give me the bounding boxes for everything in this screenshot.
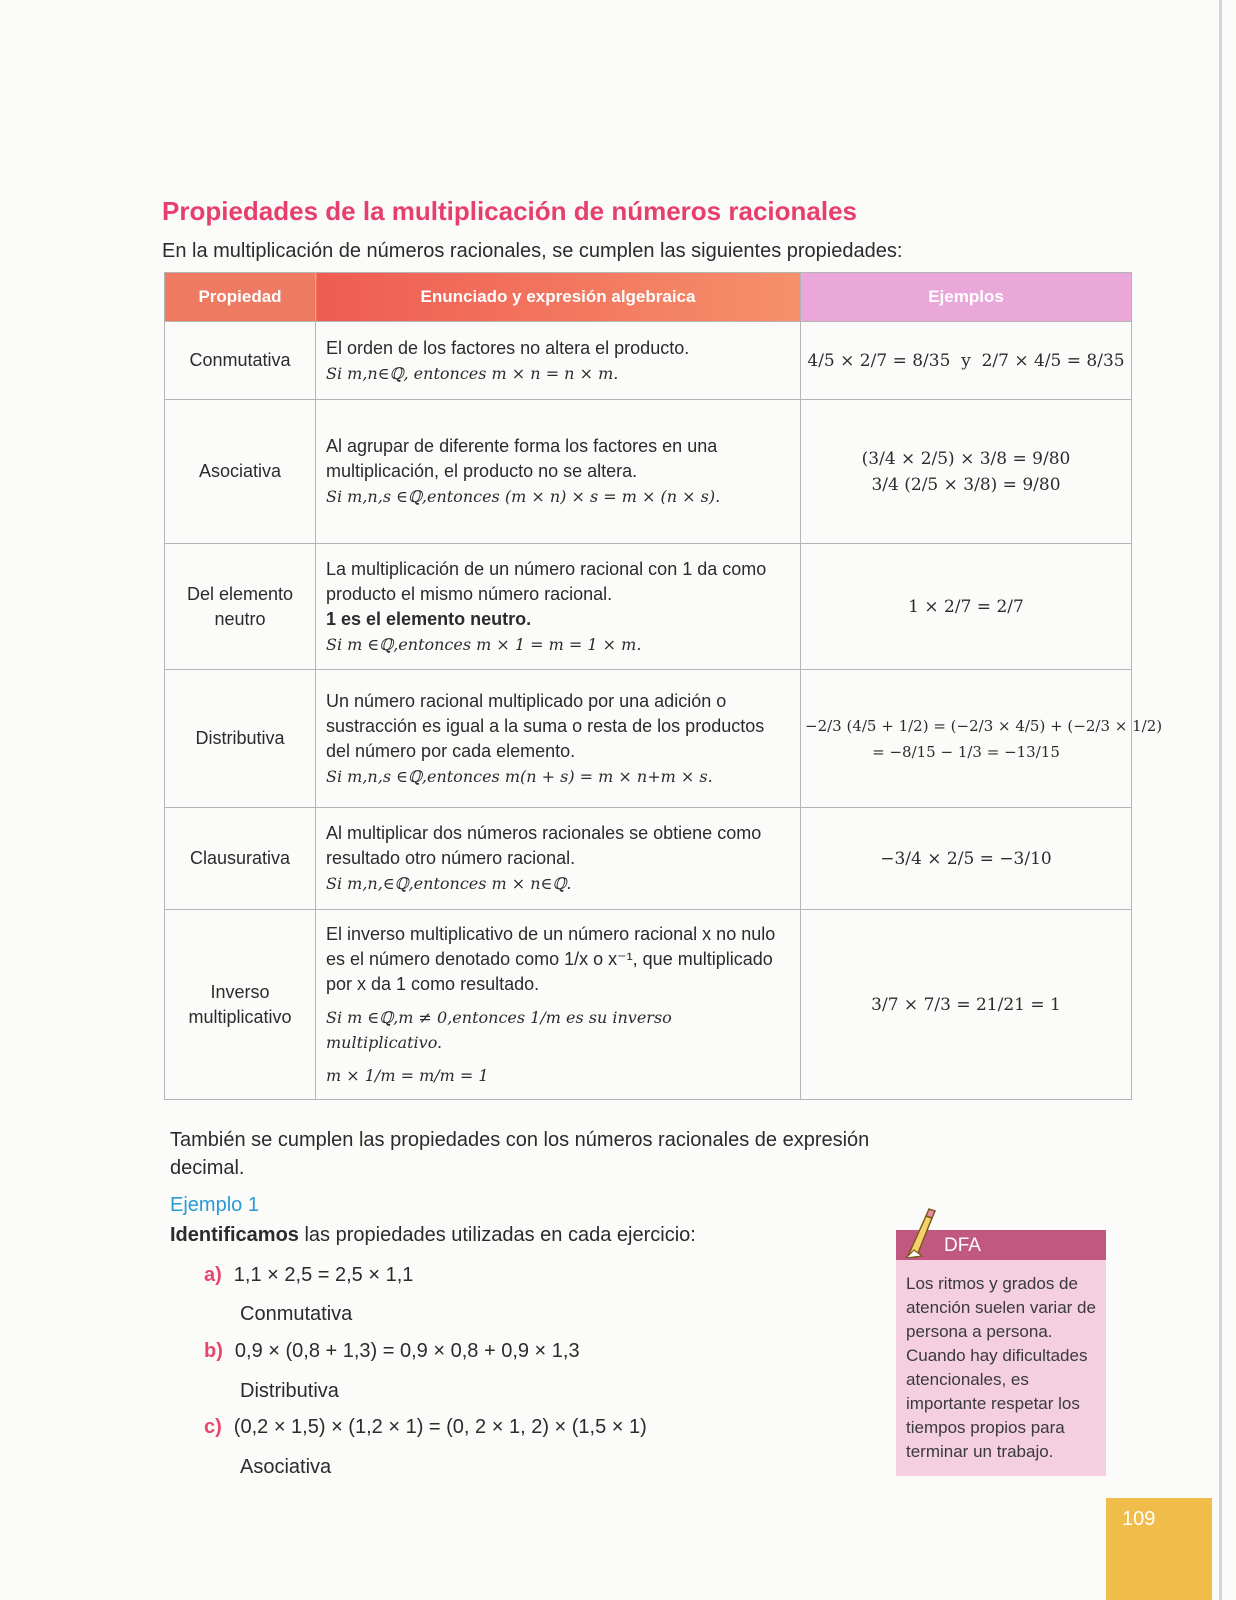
header-property: Propiedad <box>165 273 316 322</box>
property-statement <box>316 808 801 910</box>
property-example <box>801 544 1132 670</box>
statement-formula: Si m ∈ℚ,entonces m × 1 = m = 1 × m. <box>326 634 642 654</box>
example-expression: 3/7 × 7/3 = 21/21 = 1 <box>871 994 1061 1015</box>
statement-formula: Si m,n∈ℚ, entonces m × n = n × m. <box>326 363 619 383</box>
exercise-letter: a) <box>204 1264 222 1286</box>
property-name: Distributiva <box>165 670 316 808</box>
statement-text: La multiplicación de un número racional con 1 da como producto el mismo número racional. <box>326 558 767 604</box>
statement-bold: 1 es el elemento neutro. <box>326 608 532 629</box>
property-name: Del elemento neutro <box>165 544 316 670</box>
statement-formula: Si m ∈ℚ,m ≠ 0,entonces 1/m es su inverso multiplicativo. <box>326 1007 672 1052</box>
example-expression: (3/4 × 2/5) × 3/8 = 9/80 3/4 (2/5 × 3/8) = 9/80 <box>861 448 1071 495</box>
exercise-expression: 0,9 × (0,8 + 1,3) = 0,9 × 0,8 + 0,9 × 1,3 <box>234 1340 580 1362</box>
example-expression: −2/3 (4/5 + 1/2) = (−2/3 × 4/5) + (−2/3 × 1/2) = −8/15 − 1/3 = −13/15 <box>805 716 1163 761</box>
header-statement: Enunciado y expresión algebraica <box>316 273 801 322</box>
example-instruction <box>170 1224 696 1247</box>
exercise-answer: Asociativa <box>240 1456 332 1478</box>
table-row <box>165 322 1132 400</box>
property-example <box>801 808 1132 910</box>
example-title: Ejemplo 1 <box>170 1194 259 1216</box>
property-statement <box>316 322 801 400</box>
table-row <box>165 544 1132 670</box>
property-statement <box>316 544 801 670</box>
statement-formula: Si m,n,s ∈ℚ,entonces m(n + s) = m × n+m × s. <box>326 766 713 786</box>
exercise-expression: 1,1 × 2,5 = 2,5 × 1,1 <box>233 1264 414 1286</box>
instruction-bold: Identificamos <box>170 1224 299 1246</box>
statement-text: Al multiplicar dos números racionales se obtiene como resultado otro número racional. <box>326 823 762 868</box>
table-row <box>165 910 1132 1100</box>
exercise-expression: (0,2 × 1,5) × (1,2 × 1) = (0, 2 × 1, 2) × (1,5 × 1) <box>233 1416 647 1438</box>
exercise-answer: Conmutativa <box>240 1303 353 1325</box>
exercise-item <box>204 1264 413 1287</box>
dfa-text: Los ritmos y grados de atención suelen variar de persona a persona. Cuando hay dificultades atencionales, es importante respetar los tiempos propios para terminar un trabajo. <box>906 1274 1096 1461</box>
statement-text: El inverso multiplicativo de un número racional x no nulo es el número denotado como 1/x o x⁻¹, que multiplicado por x da 1 como resultado. <box>326 923 776 994</box>
property-example <box>801 910 1132 1100</box>
exercise-item <box>204 1416 647 1439</box>
exercise-item <box>204 1340 580 1363</box>
header-examples: Ejemplos <box>801 273 1132 322</box>
example-expression: 1 × 2/7 = 2/7 <box>908 596 1024 617</box>
property-name: Inverso multiplicativo <box>165 910 316 1100</box>
dfa-sidebar <box>896 1230 1106 1476</box>
page-title: Propiedades de la multiplicación de números racionales <box>162 196 857 226</box>
dfa-header <box>896 1230 1106 1260</box>
dfa-label: DFA <box>944 1235 981 1256</box>
property-name: Conmutativa <box>165 322 316 400</box>
property-example <box>801 670 1163 808</box>
property-example <box>801 322 1132 400</box>
exercise-answer: Distributiva <box>240 1380 339 1402</box>
page-edge <box>1219 0 1222 1600</box>
intro-text: En la multiplicación de números racionales, se cumplen las siguientes propiedades: <box>162 240 903 262</box>
property-statement <box>316 400 801 544</box>
property-name: Asociativa <box>165 400 316 544</box>
properties-table <box>164 272 1163 1100</box>
property-statement <box>316 670 801 808</box>
instruction-rest: las propiedades utilizadas en cada ejercicio: <box>298 1224 696 1246</box>
exercise-letter: c) <box>204 1416 222 1438</box>
table-row <box>165 670 1132 808</box>
statement-formula-2: m × 1/m = m/m = 1 <box>326 1065 489 1085</box>
pencil-icon <box>902 1206 936 1258</box>
statement-text: Un número racional multiplicado por una adición o sustracción es igual a la suma o resta de los productos del número por cada elemento. <box>326 690 765 761</box>
table-header-row <box>165 273 1132 322</box>
property-example <box>801 400 1132 544</box>
statement-formula: Si m,n,s ∈ℚ,entonces (m × n) × s = m × (n × s). <box>326 487 721 506</box>
example-expression: 4/5 × 2/7 = 8/35 y 2/7 × 4/5 = 8/35 <box>807 350 1125 371</box>
statement-formula: Si m,n,∈ℚ,entonces m × n∈ℚ. <box>326 874 572 893</box>
statement-text: Al agrupar de diferente forma los factores en una multiplicación, el producto no se altera. <box>326 436 718 481</box>
decimal-note: También se cumplen las propiedades con los números racionales de expresión decimal. <box>170 1129 870 1179</box>
statement-text: El orden de los factores no altera el producto. <box>326 337 690 358</box>
exercise-letter: b) <box>204 1340 223 1362</box>
page-number: 109 <box>1122 1508 1156 1530</box>
property-name: Clausurativa <box>165 808 316 910</box>
property-statement <box>316 910 801 1100</box>
table-row <box>165 808 1132 910</box>
example-expression: −3/4 × 2/5 = −3/10 <box>880 848 1052 869</box>
table-row <box>165 400 1132 544</box>
